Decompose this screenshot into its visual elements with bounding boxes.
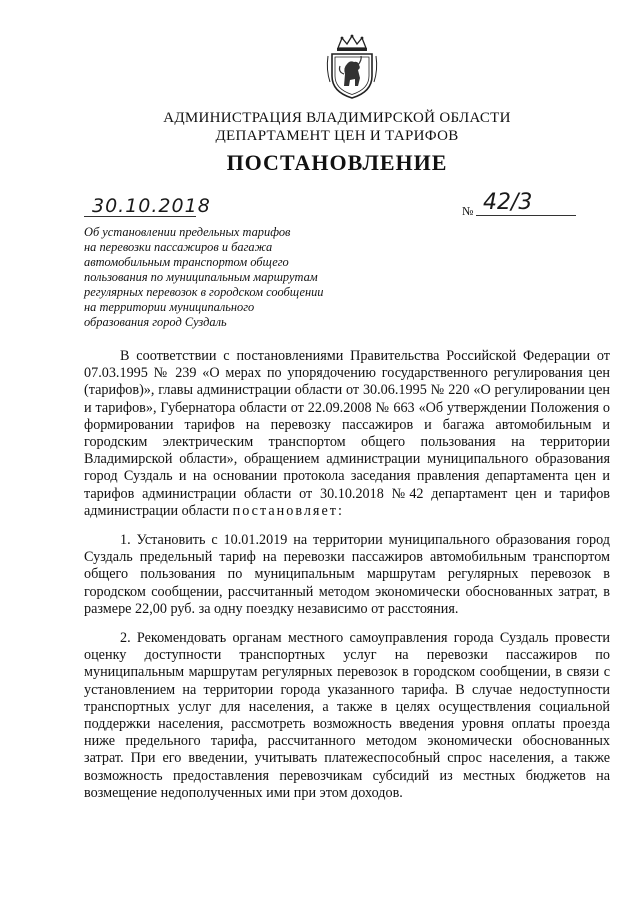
document-date: 30.10.2018 xyxy=(92,195,211,217)
subject-line: Об установлении предельных тарифов xyxy=(84,225,291,239)
date-underline xyxy=(84,216,196,217)
subject-line: пользования по муниципальным маршрутам xyxy=(84,270,318,284)
preamble-text: В соответствии с постановлениями Правительства Российской Федерации от 07.03.1995 № 239 «О мерах по упорядочению государственного регулирования цен (тарифов)», главы администрации области от 30.06.1995 № 220 «О регулировании цен и тарифов», Губернатора области от 22.09.2008 № 663 «Об утверждении Положения о формировании тарифов на перевозку пассажиров и багажа автомобильным и городским электрическим транспортом общего пользования на территории Владимирской области», обращением администрации муниципального образования город Суздаль и на основании протокола заседания правления департамента цен и тарифов администрации области от 30.10.2018 №42 департамент цен и тарифов администрации области xyxy=(84,348,610,519)
subject-line: на перевозки пассажиров и багажа xyxy=(84,240,273,254)
number-sign: № xyxy=(462,204,474,218)
subject-line: регулярных перевозок в городском сообщении xyxy=(84,285,324,299)
coat-of-arms-icon xyxy=(324,34,380,100)
item-1-paragraph: 1. Установить с 10.01.2019 на территории муниципального образования город Суздаль предельный тариф на перевозки пассажиров автомобильным транспортом общего пользования по муниципальным маршрутам регулярных перевозок в городском сообщении, рассчитанный методом экономически обоснованных затрат, в размере 22,00 руб. за одну поездку независимо от расстояния. xyxy=(84,532,610,617)
subject-line: автомобильным транспортом общего xyxy=(84,255,289,269)
number-underline xyxy=(476,215,576,216)
subject-line: образования город Суздаль xyxy=(84,315,227,329)
document-body xyxy=(84,348,610,814)
item-2-paragraph: 2. Рекомендовать органам местного самоуправления города Суздаль провести оценку доступности транспортных услуг на перевозки пассажиров по муниципальным маршрутам регулярных перевозок в городском сообщении, в связи с установлением на территории города указанного тарифа. В случае недоступности транспортных услуг для населения, а также в целях осуществления социальной поддержки населения, рассмотреть возможность введения уровня оплаты проезда ниже предельного тарифа, рассчитанного методом экономически обоснованных затрат. При его введении, учитывать платежеспособный спрос населения, а также возможность предоставления перевозчикам субсидий из местных бюджетов на возмещение недополученных ими при этом доходов. xyxy=(84,630,610,801)
document-subject xyxy=(84,225,374,330)
resolves-word: постановляет: xyxy=(232,502,344,519)
subject-line: на территории муниципального xyxy=(84,300,255,314)
document-title: ПОСТАНОВЛЕНИЕ xyxy=(226,150,448,175)
preamble-paragraph xyxy=(84,348,610,520)
document-number: 42/3 xyxy=(483,190,533,215)
organization-name: АДМИНИСТРАЦИЯ ВЛАДИМИРСКОЙ ОБЛАСТИ xyxy=(163,110,511,126)
department-name: ДЕПАРТАМЕНТ ЦЕН И ТАРИФОВ xyxy=(215,128,459,144)
